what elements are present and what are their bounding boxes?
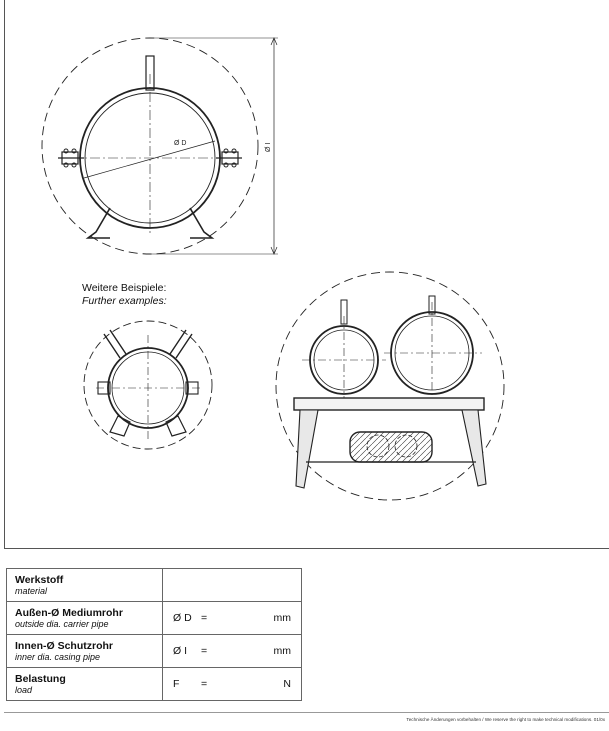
spec-label-de: Belastung (15, 673, 66, 685)
spec-value-field[interactable] (163, 602, 302, 635)
examples-heading-en: Further examples: (82, 295, 167, 307)
spec-value-field[interactable] (163, 635, 302, 668)
spec-label-cell (7, 602, 163, 635)
spec-equals: = (201, 645, 208, 657)
spec-label-cell (7, 569, 163, 602)
spec-unit: mm (273, 612, 291, 624)
spec-equals: = (201, 678, 208, 690)
spec-symbol: F (173, 678, 180, 690)
spec-symbol: Ø I (173, 645, 188, 657)
spec-label-cell (7, 635, 163, 668)
dim-label-inner: Ø D (174, 140, 187, 147)
further-examples-heading (82, 282, 167, 308)
spec-value-field[interactable] (163, 668, 302, 701)
spec-label-de: Werkstoff (15, 574, 64, 586)
spec-label-en: load (15, 685, 33, 695)
example-twin-casing (276, 272, 504, 500)
spec-row-inner-dia (7, 635, 302, 668)
spec-symbol: Ø D (173, 612, 192, 624)
main-support-view (42, 38, 278, 254)
spec-label-de: Außen-Ø Mediumrohr (15, 607, 123, 619)
example-small-view (84, 321, 212, 449)
footer-rule (4, 712, 609, 713)
spec-equals: = (201, 612, 208, 624)
spec-label-cell (7, 668, 163, 701)
spec-unit: mm (273, 645, 291, 657)
spec-label-de: Innen-Ø Schutzrohr (15, 640, 113, 652)
spec-label-en: material (15, 586, 48, 596)
dim-label-outer: Ø I (265, 142, 272, 152)
example-twin-view (276, 272, 504, 500)
spec-row-load (7, 668, 302, 701)
spec-value-field[interactable] (163, 569, 302, 602)
spec-row-material (7, 569, 302, 602)
spec-unit: N (283, 678, 291, 690)
footer-note: Technische Änderungen vorbehalten / We reserve the right to make technical modifications. 01/0x (406, 717, 605, 722)
spec-label-en: outside dia. carrier pipe (15, 619, 109, 629)
examples-heading-de: Weitere Beispiele: (82, 282, 167, 294)
specification-table (6, 568, 302, 701)
spec-row-outside-dia (7, 602, 302, 635)
spec-label-en: inner dia. casing pipe (15, 652, 101, 662)
